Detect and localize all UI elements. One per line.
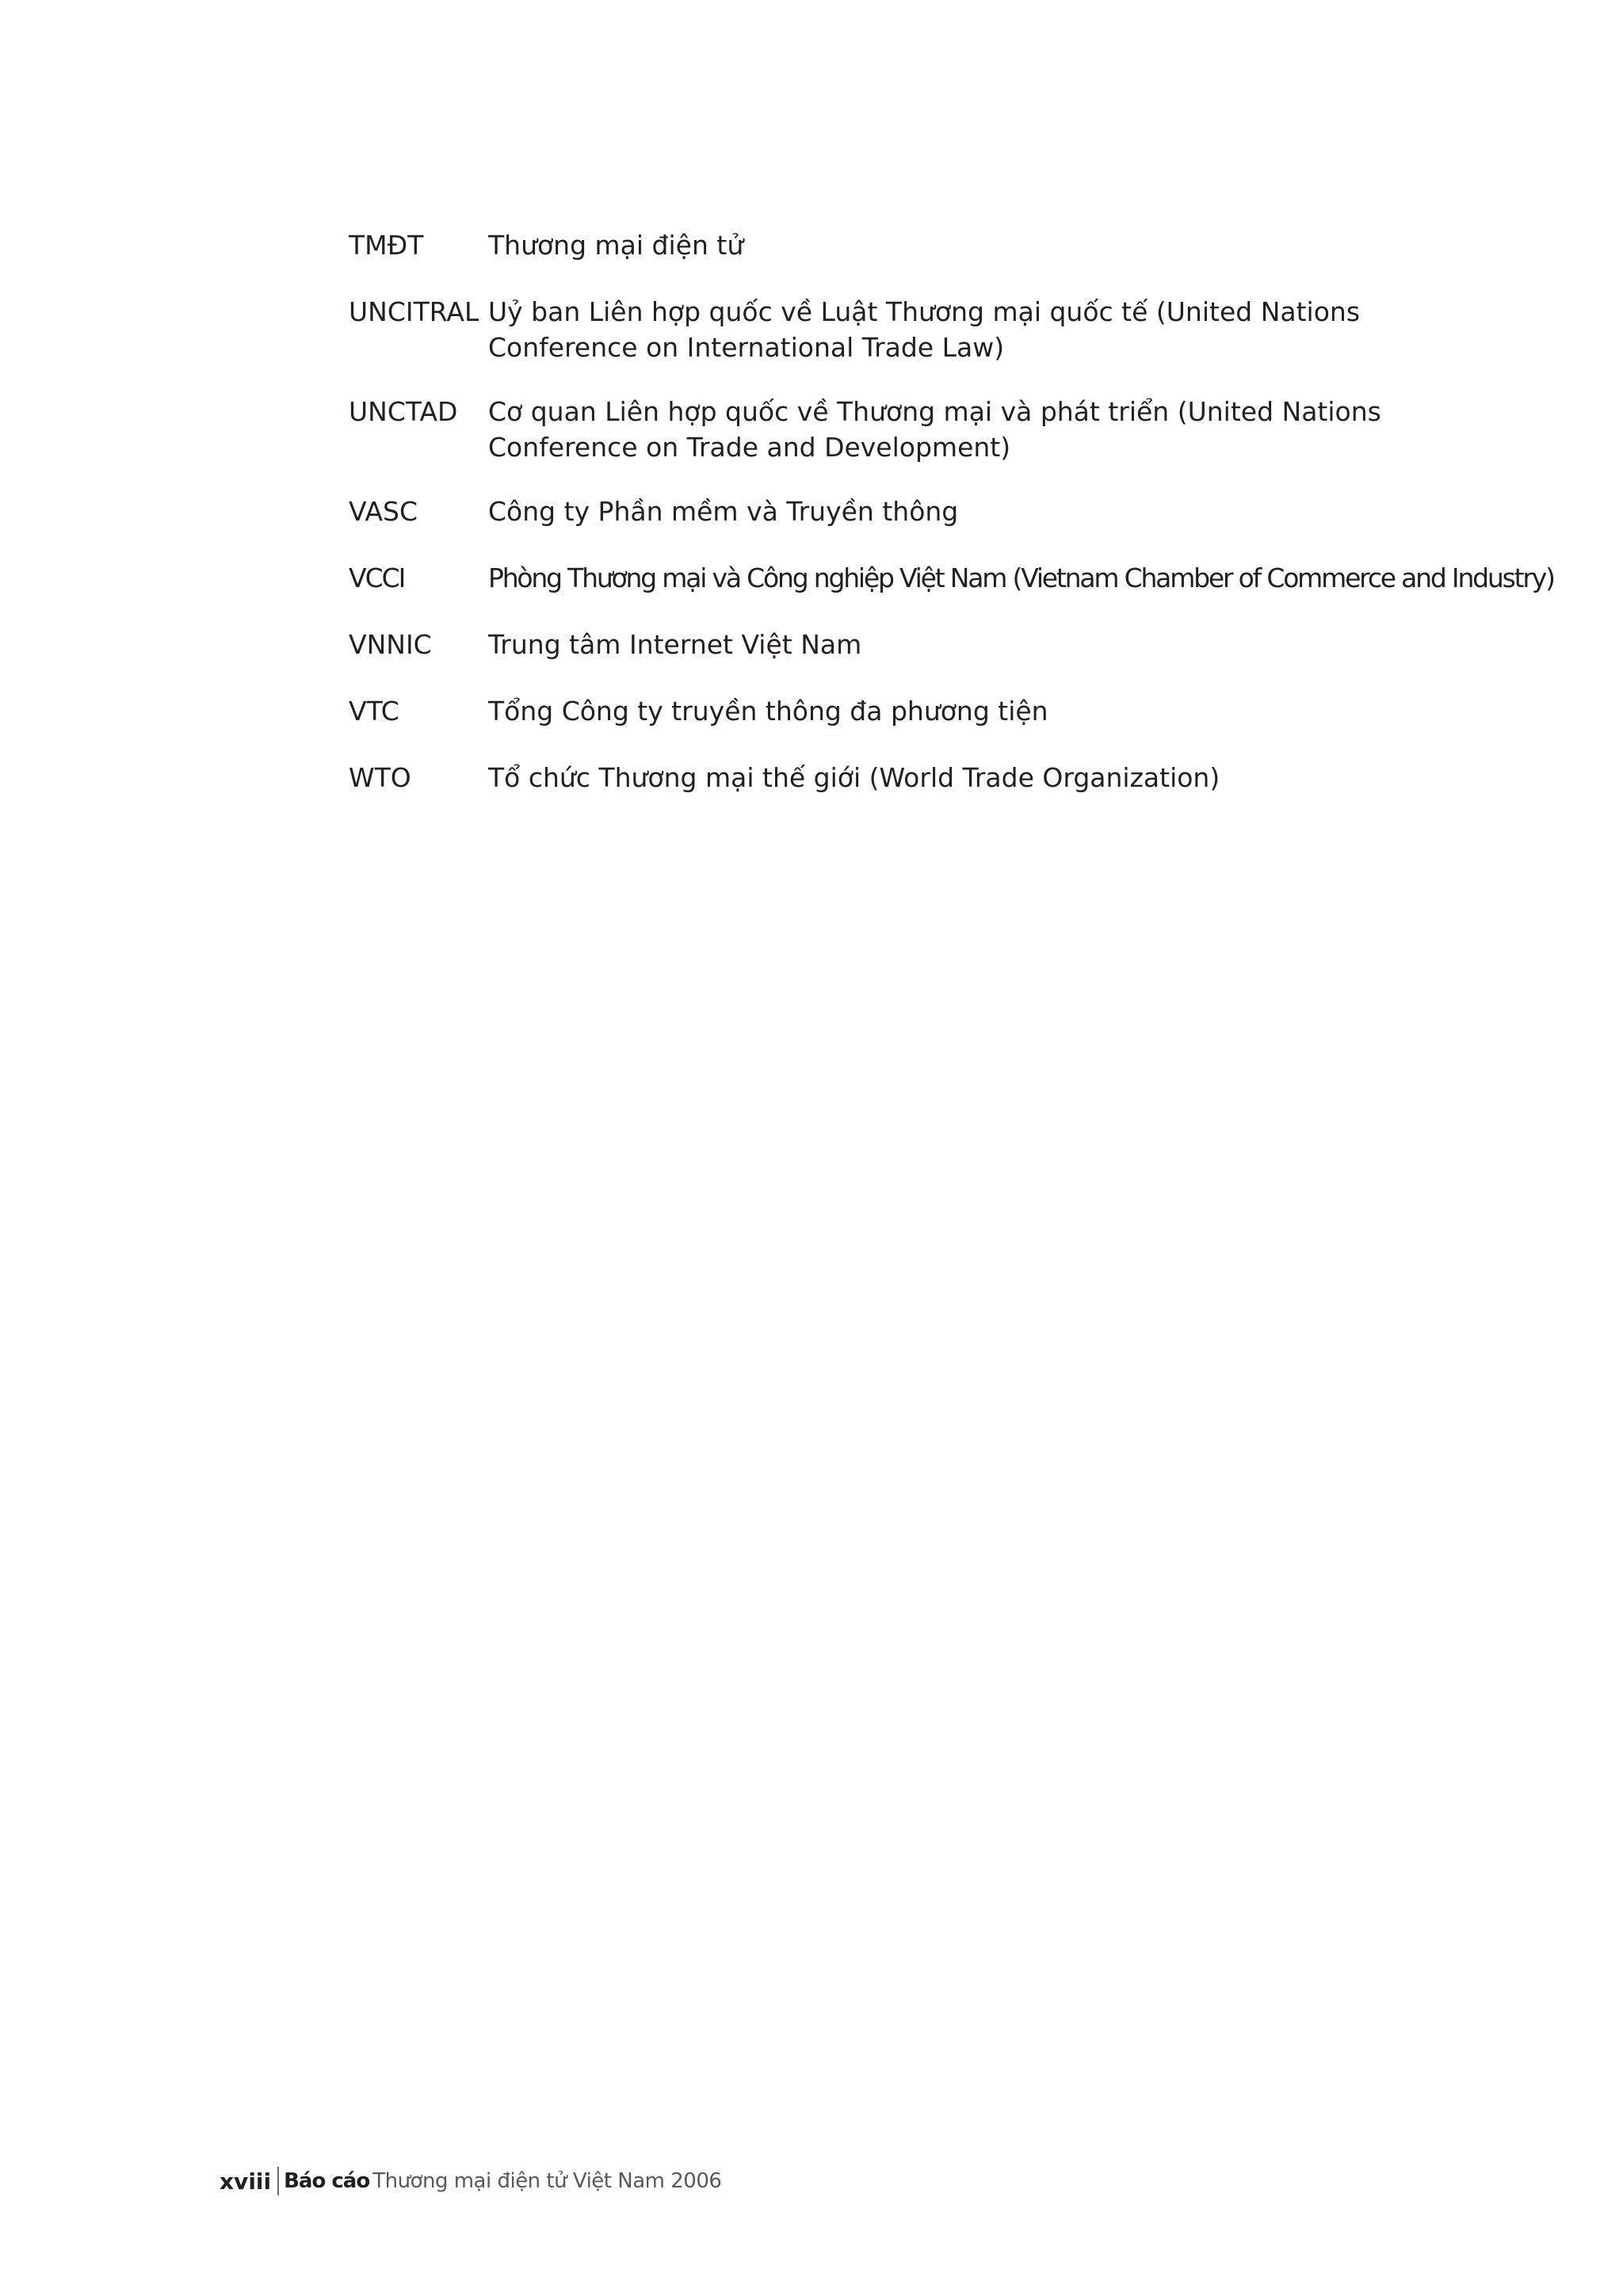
abbreviation-definition: Công ty Phần mềm và Truyền thông	[488, 496, 959, 527]
abbreviation-definition: Tổng Công ty truyền thông đa phương tiện	[488, 696, 1048, 727]
page-number: xviii	[220, 2168, 272, 2195]
abbreviation-term: VASC	[349, 496, 418, 527]
abbreviation-definition: Tổ chức Thương mại thế giới (World Trade Organization)	[488, 762, 1220, 793]
footer-divider	[277, 2167, 279, 2195]
abbreviation-term: VNNIC	[349, 629, 432, 660]
abbreviation-definition: Trung tâm Internet Việt Nam	[488, 629, 862, 660]
abbreviation-term: WTO	[349, 762, 411, 793]
abbreviation-row	[349, 627, 1490, 665]
abbreviation-row	[349, 294, 1490, 365]
abbreviation-row	[349, 227, 1490, 265]
abbreviation-definition: Uỷ ban Liên hợp quốc về Luật Thương mại quốc tế (United Nations Conference on International Trade Law)	[488, 296, 1361, 363]
abbreviation-definition: Cơ quan Liên hợp quốc về Thương mại và phát triển (United Nations Conference on Trade and Development)	[488, 396, 1381, 463]
abbreviation-row	[349, 494, 1490, 532]
footer-report-title: Thương mại điện tử Việt Nam 2006	[372, 2169, 722, 2193]
abbreviation-list	[349, 227, 1554, 826]
abbreviation-row	[349, 693, 1490, 731]
abbreviation-term: VTC	[349, 696, 399, 727]
abbreviation-definition: Thương mại điện tử	[488, 230, 744, 261]
abbreviation-row	[349, 394, 1490, 465]
abbreviation-definition: Phòng Thương mại và Công nghiệp Việt Nam (Vietnam Chamber of Commerce and Industry)	[488, 563, 1554, 593]
abbreviation-term: UNCITRAL	[349, 296, 479, 327]
abbreviation-term: TMĐT	[349, 230, 424, 261]
abbreviation-row	[349, 760, 1490, 798]
page-footer	[220, 2165, 721, 2197]
abbreviation-row	[349, 560, 1554, 598]
abbreviation-term: UNCTAD	[349, 396, 458, 427]
abbreviation-term: VCCI	[349, 563, 405, 593]
footer-report-label: Báo cáo	[284, 2169, 370, 2193]
